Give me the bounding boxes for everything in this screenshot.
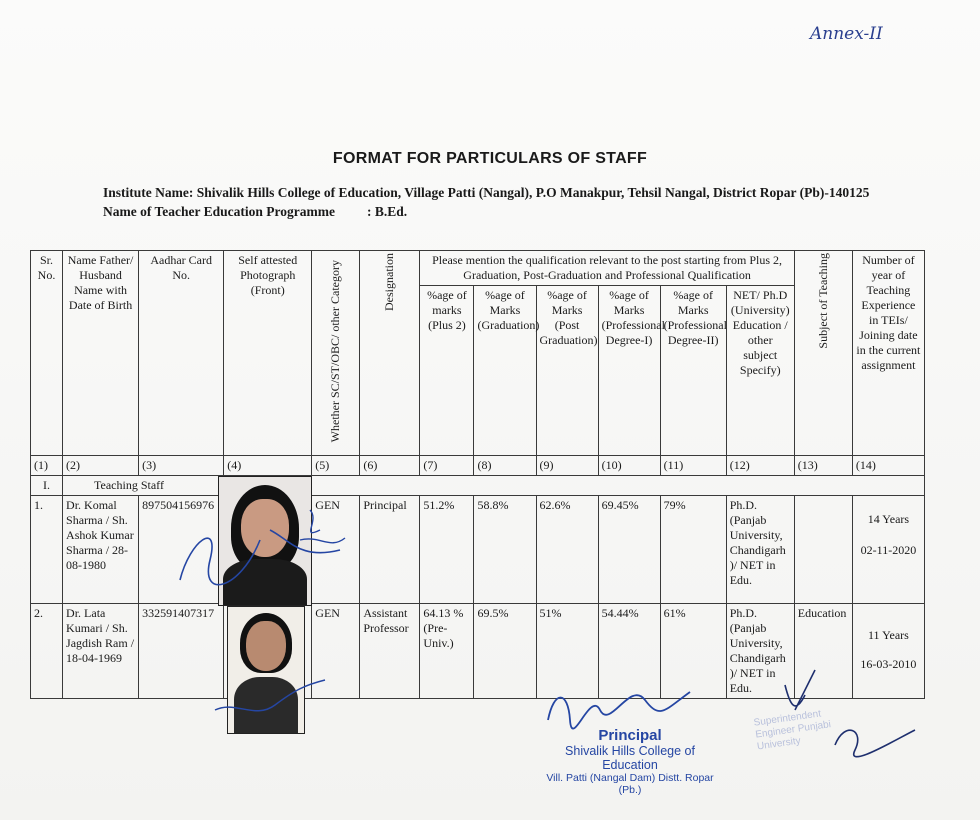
header-name: Name Father/ Husband Name with Date of Birth [63,251,139,456]
row-joining-date: 16-03-2010 [860,657,917,671]
row-designation: Principal [360,496,420,604]
row-designation: Assistant Professor [360,604,420,699]
stamp-address: Vill. Patti (Nangal Dam) Distt. Ropar (Pb.) [546,772,714,796]
header-professional-1: %age of Marks (Professional Degree-I) [598,286,660,456]
staff-table [30,250,925,699]
column-number: (4) [224,456,312,476]
header-aadhar: Aadhar Card No. [139,251,224,456]
column-number: (3) [139,456,224,476]
column-number: (7) [420,456,474,476]
row-professional-1: 69.45% [598,496,660,604]
faded-stamp: Superintendent Engineer Punjabi University [753,708,832,753]
header-professional-2: %age of Marks (Professional Degree-II) [660,286,726,456]
row-experience-years: 14 Years [867,512,910,526]
row-category: GEN [312,604,360,699]
header-qualification: Please mention the qualification relevant to the post starting from Plus 2, Graduation, Post-Graduation and Professional Qualification [420,251,794,286]
programme-value: : B.Ed. [366,204,408,219]
row-sr: 1. [31,496,63,604]
column-number: (10) [598,456,660,476]
column-number: (11) [660,456,726,476]
row-category: GEN [312,496,360,604]
row-plus2: 64.13 % (Pre-Univ.) [420,604,474,699]
column-number: (2) [63,456,139,476]
row-subject [794,496,852,604]
row-net-phd: Ph.D. (Panjab University, Chandigarh )/ NET in Edu. [726,496,794,604]
row-aadhar: 897504156976 [139,496,224,604]
column-number: (14) [852,456,924,476]
stamp-college: Shivalik Hills College of Education [565,744,695,772]
header-post-graduation: %age of Marks (Post Graduation) [536,286,598,456]
header-subject-cell [794,251,852,456]
annexure-label: Annex-II [810,24,883,44]
column-number: (1) [31,456,63,476]
header-designation: Designation [382,253,397,311]
row-post-graduation: 51% [536,604,598,699]
institute-name: Institute Name: Shivalik Hills College of Education, Village Patti (Nangal), P.O Manakpur, Tehsil Nangal, District Ropar (Pb)-140125 [103,185,870,200]
programme-label: Name of Teacher Education Programme [103,204,335,219]
programme-line [103,204,407,220]
row-experience [852,496,924,604]
column-number: (13) [794,456,852,476]
row-experience [852,604,924,699]
stamp-role: Principal [598,727,662,744]
row-professional-1: 54.44% [598,604,660,699]
header-photo: Self attested Photograph (Front) [224,251,312,456]
header-subject: Subject of Teaching [815,253,830,349]
section-fill [312,476,925,496]
header-graduation: %age of Marks (Graduation) [474,286,536,456]
row-joining-date: 02-11-2020 [860,543,917,557]
header-experience: Number of year of Teaching Experience in TEIs/ Joining date in the current assignment [852,251,924,456]
row-post-graduation: 62.6% [536,496,598,604]
staff-photo-2 [227,606,305,734]
column-number-row [31,456,925,476]
row-experience-years: 11 Years [867,628,909,642]
column-number: (6) [360,456,420,476]
row-graduation: 69.5% [474,604,536,699]
header-net-phd: NET/ Ph.D (University) Education / other subject Specify) [726,286,794,456]
row-name: Dr. Lata Kumari / Sh. Jagdish Ram / 18-04-1969 [63,604,139,699]
row-name: Dr. Komal Sharma / Sh. Ashok Kumar Sharma / 28-08-1980 [63,496,139,604]
row-sr: 2. [31,604,63,699]
table-row [31,496,925,604]
row-professional-2: 79% [660,496,726,604]
staff-photo-1 [218,476,312,606]
column-number: (5) [312,456,360,476]
row-professional-2: 61% [660,604,726,699]
principal-stamp [540,727,720,796]
section-number: I. [31,476,63,496]
header-sr: Sr. No. [31,251,63,456]
header-category: Whether SC/ST/OBC/ other Category [328,259,343,443]
row-graduation: 58.8% [474,496,536,604]
row-plus2: 51.2% [420,496,474,604]
row-aadhar: 332591407317 [139,604,224,699]
section-label-text: Teaching Staff [94,478,164,492]
header-designation-cell [360,251,420,456]
column-number: (8) [474,456,536,476]
section-row [31,476,925,496]
row-net-phd: Ph.D. (Panjab University, Chandigarh )/ NET in Edu. [726,604,794,699]
page-title: FORMAT FOR PARTICULARS OF STAFF [332,150,648,167]
table-row [31,604,925,699]
header-category-cell [312,251,360,456]
header-plus2: %age of marks (Plus 2) [420,286,474,456]
column-number: (12) [726,456,794,476]
header-row [31,251,925,286]
column-number: (9) [536,456,598,476]
row-subject: Education [794,604,852,699]
